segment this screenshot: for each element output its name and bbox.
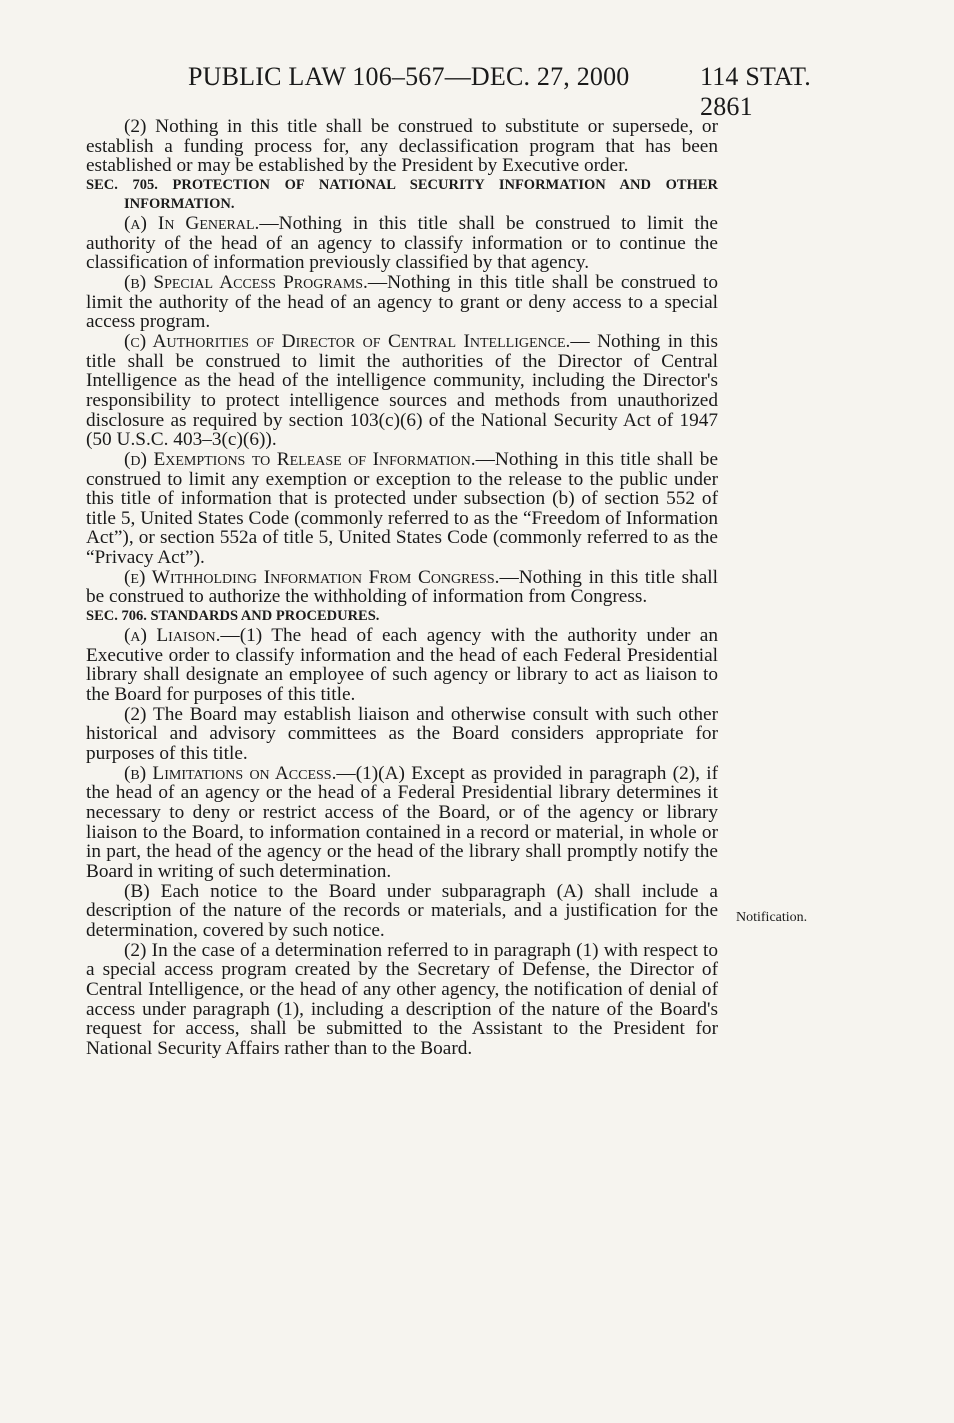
paragraph-705e [86,568,718,607]
subsection-text: —Nothing in this title shall be construed to limit the authority of the head of an agency to classify information or to continue the classification of information previously classified by that agency. [86,212,718,274]
document-body [86,117,718,1059]
paragraph-706bB: (B) Each notice to the Board under subparagraph (A) shall include a description of the nature of the records or materials, and a justification for the determination, covered by such notice. [86,880,718,941]
subsection-heading: (b) Special Access Programs. [124,271,368,293]
subsection-text: —Nothing in this title shall be construed to authorize the withholding of information from Congress. [86,566,718,608]
paragraph-705a [86,214,718,273]
subsection-heading: (d) Exemptions to Release of Information. [124,448,476,470]
section-heading-705: SEC. 705. PROTECTION OF NATIONAL SECURITY INFORMATION AND OTHER INFORMATION. [86,176,718,212]
paragraph-706b [86,764,718,882]
subsection-text: — Nothing in this title shall be construed to limit the authorities of the Director of Central Intelligence as the head of the intelligence community, including the Director's responsibility to protect intelligence sources and methods from unauthorized disclosure as required by section 103(c)(6) of the National Security Act of 1947 (50 U.S.C. 403–3(c)(6)). [86,330,718,451]
subsection-heading: (e) Withholding Information From Congress. [124,566,500,588]
paragraph-705d [86,450,718,568]
margin-note: Notification. [736,910,808,925]
paragraph-706b2: (2) In the case of a determination referred to in paragraph (1) with respect to a special access program created by the Secretary of Defense, the Director of Central Intelligence, or the head of any other agency, the notification of denial of access under paragraph (1), including a description of the nature of the Board's request for access, shall be submitted to the Assistant to the President for National Security Affairs rather than to the Board. [86,939,718,1059]
subsection-heading: (c) Authorities of Director of Central Intelligence. [124,330,571,352]
section-heading-706: SEC. 706. STANDARDS AND PROCEDURES. [86,608,380,625]
paragraph-706a2: (2) The Board may establish liaison and otherwise consult with such other historical and advisory committees as the Board considers appropriate for purposes of this title. [86,703,718,765]
paragraph: (2) Nothing in this title shall be construed to substitute or supersede, or establish a funding process for, any declassification program that has been established or may be established by the President by Executive order. [86,116,718,177]
subsection-text: —Nothing in this title shall be construed to limit any exemption or exception to the release to the public under this title of information that is protected under subsection (b) of section 552 of title 5, United States Code (commonly referred to as the “Freedom of Information Act”), or section 552a of title 5, United States Code (commonly referred to as the “Privacy Act”). [86,448,719,569]
paragraph-705b [86,273,718,332]
header-citation: PUBLIC LAW 106–567—DEC. 27, 2000 [188,62,630,91]
subsection-text: —(1) The head of each agency with the authority under an Executive order to classify information and the head of each Federal Presidential library shall designate an employee of such agency or library to act as liaison to the Board for purposes of this title. [86,625,718,706]
paragraph-705c [86,332,718,450]
header-stat-page: 114 STAT. 2861 [700,62,811,121]
subsection-text: —(1)(A) Except as provided in paragraph (2), if the head of an agency or the head of a Federal Presidential library determines it necessary to deny or restrict access of the Board, or of the agency or library liaison to the Board, to information contained in a record or material, in whole or in part, the head of the agency or the head of the library shall promptly notify the Board in writing of such determination. [86,762,718,882]
subsection-heading: (a) In General. [124,212,260,234]
paragraph-706a [86,626,718,705]
subsection-text: —Nothing in this title shall be construed to limit the authority of the head of an agency to grant or deny access to a special access program. [86,271,718,333]
subsection-heading: (a) Liaison. [124,625,221,647]
subsection-heading: (b) Limitations on Access. [124,762,337,784]
